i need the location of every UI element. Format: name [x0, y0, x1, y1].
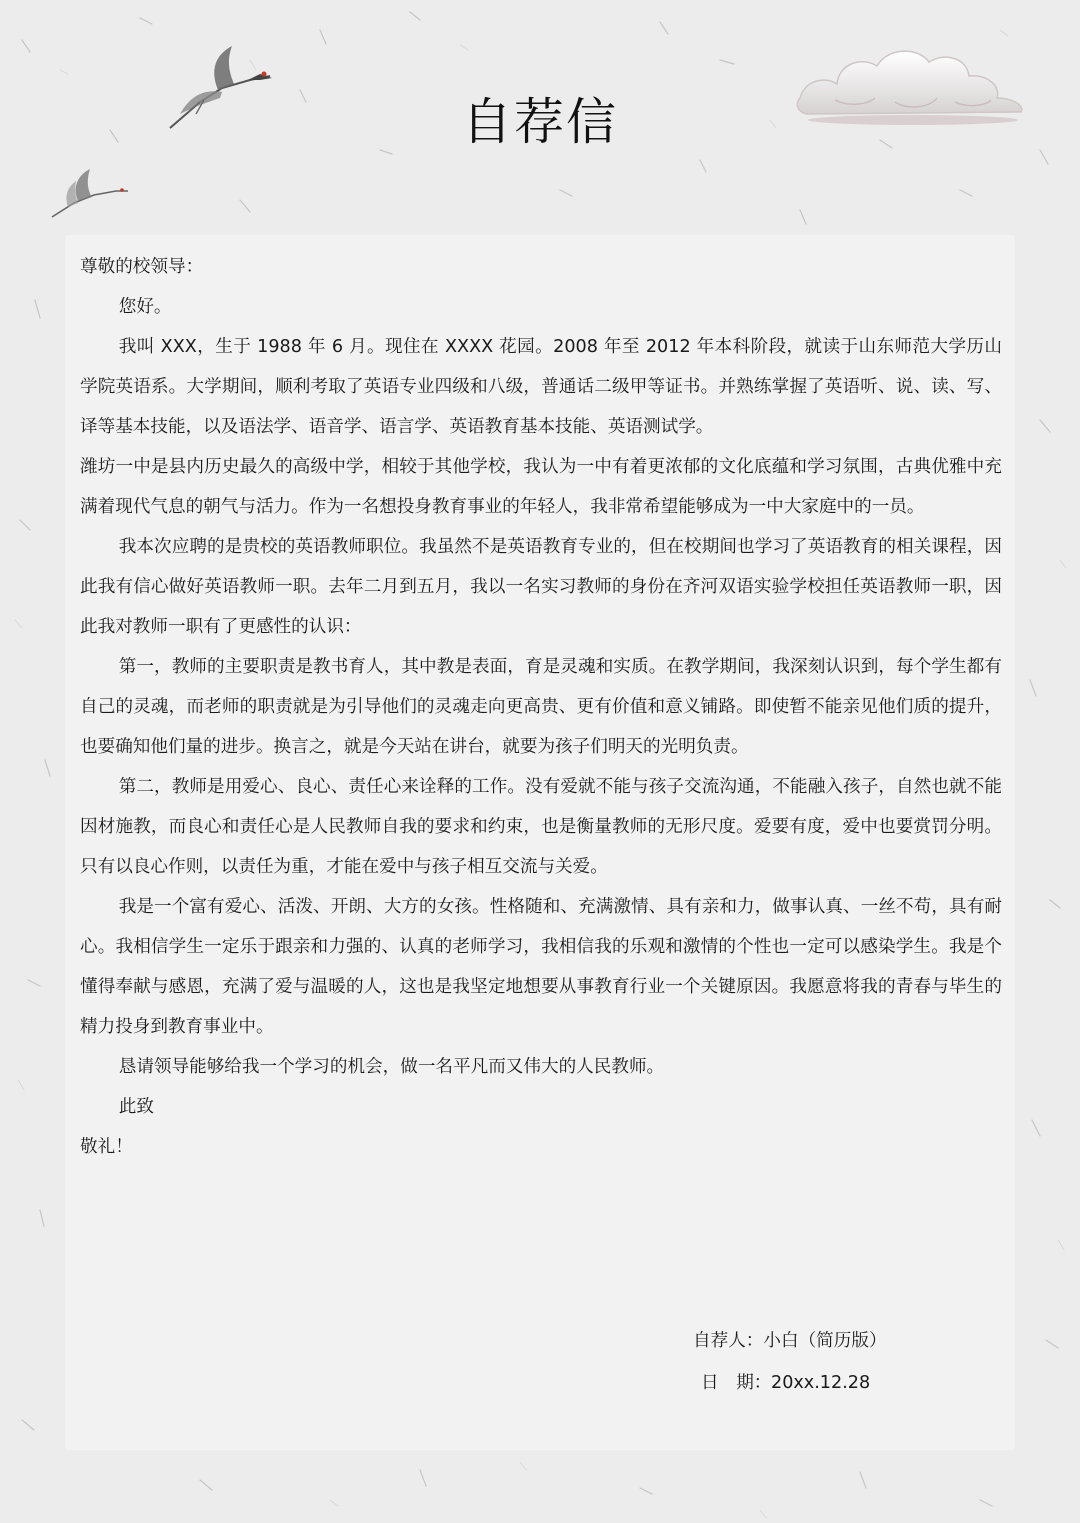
paragraph-position: 我本次应聘的是贵校的英语教师职位。我虽然不是英语教育专业的，但在校期间也学习了英语教育的相关课程，因此我有信心做好英语教师一职。去年二月到五月，我以一名实习教师的身份在齐河双语实验学校担任英语教师一职，因此我对教师一职有了更感性的认识： — [80, 537, 1002, 637]
page-title: 自荐信 — [462, 93, 618, 151]
paragraph-personality: 我是一个富有爱心、活泼、开朗、大方的女孩。性格随和、充满激情、具有亲和力，做事认真、一丝不苟，具有耐心。我相信学生一定乐于跟亲和力强的、认真的老师学习，我相信我的乐观和激情的个性也一定可以感染学生。我是个懂得奉献与感恩，充满了爱与温暖的人，这也是我坚定地想要从事教育行业一个关键原因。我愿意将我的青春与毕生的精力投身到教育事业中。 — [80, 897, 1002, 1037]
letter-body — [80, 247, 1002, 1167]
paragraph-point-one: 第一，教师的主要职责是教书育人，其中教是表面，育是灵魂和实质。在教学期间，我深刻认识到，每个学生都有自己的灵魂，而老师的职责就是为引导他们的灵魂走向更高贵、更有价值和意义铺路。即使暂不能亲见他们质的提升，也要确知他们量的进步。换言之，就是今天站在讲台，就要为孩子们明天的光明负责。 — [80, 657, 1002, 757]
salutation: 尊敬的校领导： — [80, 257, 204, 277]
paragraph-school: 潍坊一中是县内历史最久的高级中学，相较于其他学校，我认为一中有着更浓郁的文化底蕴和学习氛围，古典优雅中充满着现代气息的朝气与活力。作为一名想投身教育事业的年轻人，我非常希望能够成为一中大家庭中的一员。 — [80, 457, 1002, 517]
closing-salute: 敬礼！ — [80, 1137, 133, 1157]
signature-name: 自荐人：小白（简历版） — [693, 1331, 887, 1351]
date-label: 日 期： — [701, 1373, 772, 1393]
closing-phrase: 此致 — [118, 1097, 154, 1117]
signature-block — [693, 1320, 887, 1404]
small-crane-icon — [48, 165, 133, 225]
signature-date — [693, 1362, 887, 1404]
crane-red-crest-icon — [262, 72, 267, 77]
paragraph-introduction: 我叫 XXX，生于 1988 年 6 月。现住在 XXXX 花园。2008 年至 2012 年本科阶段，就读于山东师范大学历山学院英语系。大学期间，顺利考取了英语专业四级和八级，普通话二级甲等证书。并熟练掌握了英语听、说、读、写、译等基本技能，以及语法学、语音学、语言学、英语教育基本技能、英语测试学。 — [80, 337, 1002, 437]
paragraph-point-two: 第二，教师是用爱心、良心、责任心来诠释的工作。没有爱就不能与孩子交流沟通，不能融入孩子，自然也就不能因材施教，而良心和责任心是人民教师自我的要求和约束，也是衡量教师的无形尺度。爱要有度，爱中也要赏罚分明。只有以良心作则，以责任为重，才能在爱中与孩子相互交流与关爱。 — [80, 777, 1002, 877]
paragraph-request: 恳请领导能够给我一个学习的机会，做一名平凡而又伟大的人民教师。 — [118, 1057, 665, 1077]
greeting-paragraph: 您好。 — [118, 297, 172, 317]
date-value: 20xx.12.28 — [771, 1373, 871, 1393]
